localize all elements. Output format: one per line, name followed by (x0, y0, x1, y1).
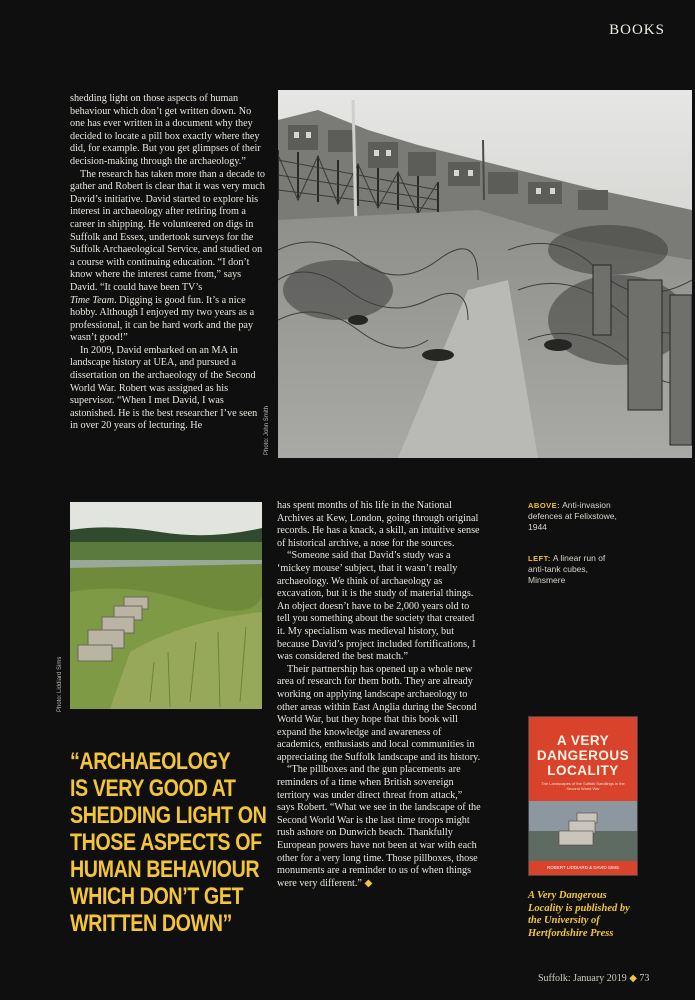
book-authors: ROBERT LIDDIARD & DAVID SIMS (546, 865, 619, 870)
book-subtitle: The Landscapes of the Suffolk Sandlings in the Second World War (541, 781, 625, 791)
photo-image (278, 90, 692, 458)
paragraph: has spent months of his life in the National Archives at Kew, London, going through original records. He has a knack, a skill, an intuitive sense of historical archive, a nose for the sources. (277, 500, 480, 549)
paragraph: The research has taken more than a decade to gather and Robert is clear that it was very much David’s initiative. David started to explore his interest in archaeology after retiring from a career in shipping. He volunteered on digs in Suffolk and Essex, undertook surveys for the Suffolk Archaeological Service, and studied on a course with continuing education. “I don’t know where the interest came from,” says David. “It could have been TV’s (70, 168, 265, 293)
photo-credit: Photo: John Smith (264, 405, 270, 455)
photo-anti-invasion-defences (278, 90, 692, 458)
publisher-note: A Very Dangerous Locality is published by the University of Hertfordshire Press (528, 890, 630, 939)
separator-icon: ◆ (629, 973, 637, 984)
paragraph: “The pillboxes and the gun placements are reminders of a time when British sovereign territory was under direct threat from attack,” says Robert. “What we see in the landscape of the Second World War is the last time troops might rush ashore on Dunwich beach. Thankfully European powers have not been at war with each other for a very long time. Those pillboxes, those monuments are a reminder to us of when things were very different.” ◆ (277, 764, 481, 889)
issue-label: Suffolk: January 2019 (538, 973, 627, 984)
book-cover-image (529, 801, 637, 861)
page-footer (538, 973, 649, 984)
caption-above: ABOVE: Anti-invasion defences at Felixstowe, 1944 (528, 500, 617, 532)
book-title: A VERY DANGEROUS LOCALITY (536, 733, 630, 778)
end-mark: ◆ (364, 877, 373, 889)
paragraph: In 2009, David embarked on an MA in landscape history at UEA, and pursued a dissertation on the archaeology of the Second World War. Robert was assigned as his supervisor. “When I met David, I was astonished. He is the best researcher I’ve seen in over 20 years of lecturing. He (70, 344, 258, 432)
photo-credit: Photo: Liddiard Sims (57, 656, 63, 712)
photo-anti-tank-cubes (70, 502, 262, 709)
paragraph: “Someone said that David’s study was a ‘mickey mouse’ subject, that it wasn’t really archaeology. We think of archaeology as excavation, but it is the study of material things. An object doesn’t have to be 2,000 years old to tell you something about the society that created it. My specialism was medieval history, but because David’s project included fortifications, I was considered the best match.” (277, 550, 476, 663)
photo-image (70, 502, 262, 709)
book-cover (528, 716, 638, 876)
page-number: 73 (639, 973, 650, 984)
paragraph: shedding light on those aspects of human behaviour which don’t get written down. No one has ever written in a document why they decided to locate a pill box exactly where they did, for example. But you get glimpses of their decision-making through the archaeology.” (70, 93, 261, 167)
pull-quote: “ARCHAEOLOGY IS VERY GOOD AT SHEDDING LIGHT ON THOSE ASPECTS OF HUMAN BEHAVIOUR WHICH DON’T GET WRITTEN DOWN” (70, 748, 267, 937)
paragraph: Time Team. Digging is good fun. It’s a nice hobby. Although I enjoyed my two years as a professional, it can be hard work and the pay wasn’t good!” (70, 294, 255, 344)
paragraph: Their partnership has opened up a whole new area of research for them both. They are already working on applying landscape archaeology to other areas within East Anglia during the Second World War, but they hope that this book will expand the knowledge and awareness of academics, enthusiasts and local communities in appreciating the Suffolk landscape and its history. (277, 663, 481, 763)
article-column-top (70, 93, 267, 433)
show-title: Time Team (70, 294, 115, 306)
caption-left: LEFT: A linear run of anti-tank cubes, Minsmere (528, 553, 606, 585)
article-column-bottom (277, 500, 481, 890)
section-title: BOOKS (609, 22, 665, 38)
